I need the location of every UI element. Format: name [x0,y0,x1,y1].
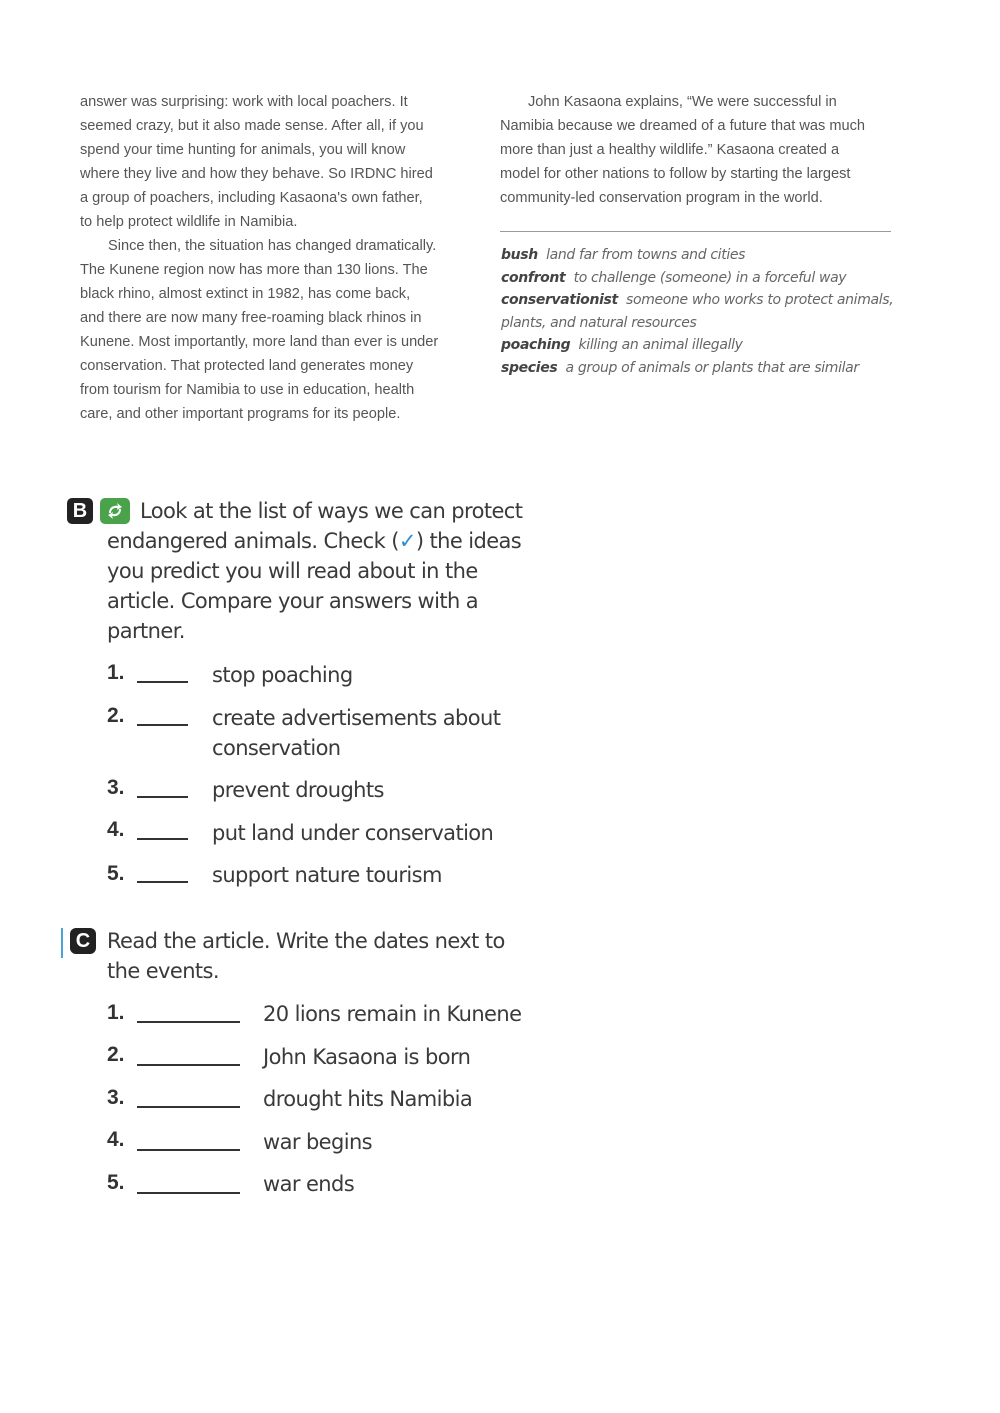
answer-blank[interactable] [137,796,188,798]
exercise-c-item-number: 2. [107,1043,125,1066]
glossary-entry [501,244,901,267]
exercise-c-item-number: 3. [107,1086,125,1109]
glossary-term: conservationist [501,292,618,308]
glossary-definition: to challenge (someone) in a forceful way [573,269,847,286]
exercise-b-item-text: put land under conservation [212,821,494,845]
exercise-b-item-text: stop poaching [212,663,353,687]
exercise-c-instruction-line: the events. [107,959,219,983]
date-blank[interactable] [137,1064,240,1066]
instruction-text: endangered animals. Check ( [107,529,399,553]
glossary-term: confront [501,269,566,286]
exercise-b-instruction-line: partner. [107,619,185,643]
exercise-b-item-text: prevent droughts [212,778,384,802]
glossary-definition: killing an animal illegally [578,337,743,353]
answer-blank[interactable] [137,724,188,726]
date-blank[interactable] [137,1149,240,1151]
article-left-column [80,90,480,426]
exercise-c-item-text: drought hits Namibia [263,1087,473,1111]
pair-work-icon [100,498,130,524]
glossary-entry [501,334,901,357]
check-mark-icon: ✓ [398,529,416,553]
answer-blank[interactable] [137,881,188,883]
exercise-b-item-text: support nature tourism [212,863,442,887]
date-blank[interactable] [137,1106,240,1108]
exercise-c-item-number: 1. [107,1001,125,1024]
instruction-text: ) the ideas [415,529,522,553]
exercise-c-item-text: war ends [263,1172,355,1196]
exercise-c-item-number: 4. [107,1128,125,1151]
exercise-c-item-number: 5. [107,1171,125,1194]
exercise-c-instruction-line: Read the article. Write the dates next to [107,929,505,953]
glossary-term: poaching [501,337,571,353]
glossary-definition: plants, and natural resources [501,314,697,331]
article-paragraph: Since then, the situation has changed dramatically. The Kunene region now has more than 130 lions. The black rhino, almost extinct in 1982, has come back, and there are now many free-roaming black rhinos in Kunene. Most importantly, more land than ever is under conservation. That protected land generates money from tourism for Namibia to use in education, health care, and other important programs for its people. [80,238,439,422]
glossary-term: bush [501,247,538,263]
glossary-divider [500,231,891,232]
exercise-b-item-number: 2. [107,704,125,727]
article-right-column [500,90,895,210]
glossary-entry [501,267,901,290]
exercise-b-item-text: create advertisements about [212,706,501,730]
glossary-definition: a group of animals or plants that are similar [565,359,859,376]
exercise-b-item-number: 1. [107,661,125,684]
exercise-c-item-text: John Kasaona is born [263,1045,471,1069]
glossary-definition: someone who works to protect animals, [626,292,894,308]
exercise-b-instruction-line: Look at the list of ways we can protect [140,499,523,523]
glossary-term: species [501,359,558,376]
exercise-b-item-number: 4. [107,818,125,841]
answer-blank[interactable] [137,681,188,683]
exercise-b-instruction-line [107,526,521,556]
date-blank[interactable] [137,1192,240,1194]
exercise-b-item-number: 5. [107,862,125,885]
glossary-entry [501,312,901,335]
answer-blank[interactable] [137,838,188,840]
exercise-b-badge: B [67,498,93,524]
exercise-b-instruction-line: article. Compare your answers with a [107,589,479,613]
exercise-c-badge: C [70,928,96,954]
pair-work-icon-glyph [105,502,125,520]
exercise-c-accent-bar [61,928,63,958]
exercise-c-item-text: war begins [263,1130,373,1154]
glossary-entry [501,357,901,380]
exercise-c-item-text: 20 lions remain in Kunene [263,1002,522,1026]
glossary-entry [501,289,901,312]
exercise-b-item-number: 3. [107,776,125,799]
article-paragraph: John Kasaona explains, “We were successful in Namibia because we dreamed of a future that was much more than just a healthy wildlife.” Kasaona created a model for other nations to follow by starting the largest community-led conservation program in the world. [500,94,866,206]
article-paragraph: answer was surprising: work with local poachers. It seemed crazy, but it also made sense. After all, if you spend your time hunting for animals, you will know where they live and how they behave. So IRDNC hired a group of poachers, including Kasaona's own father, to help protect wildlife in Namibia. [80,94,433,230]
date-blank[interactable] [137,1021,240,1023]
exercise-b-item-text: conservation [212,736,341,760]
exercise-b-instruction-line: you predict you will read about in the [107,559,478,583]
glossary-definition: land far from towns and cities [546,247,746,263]
glossary [501,244,901,379]
